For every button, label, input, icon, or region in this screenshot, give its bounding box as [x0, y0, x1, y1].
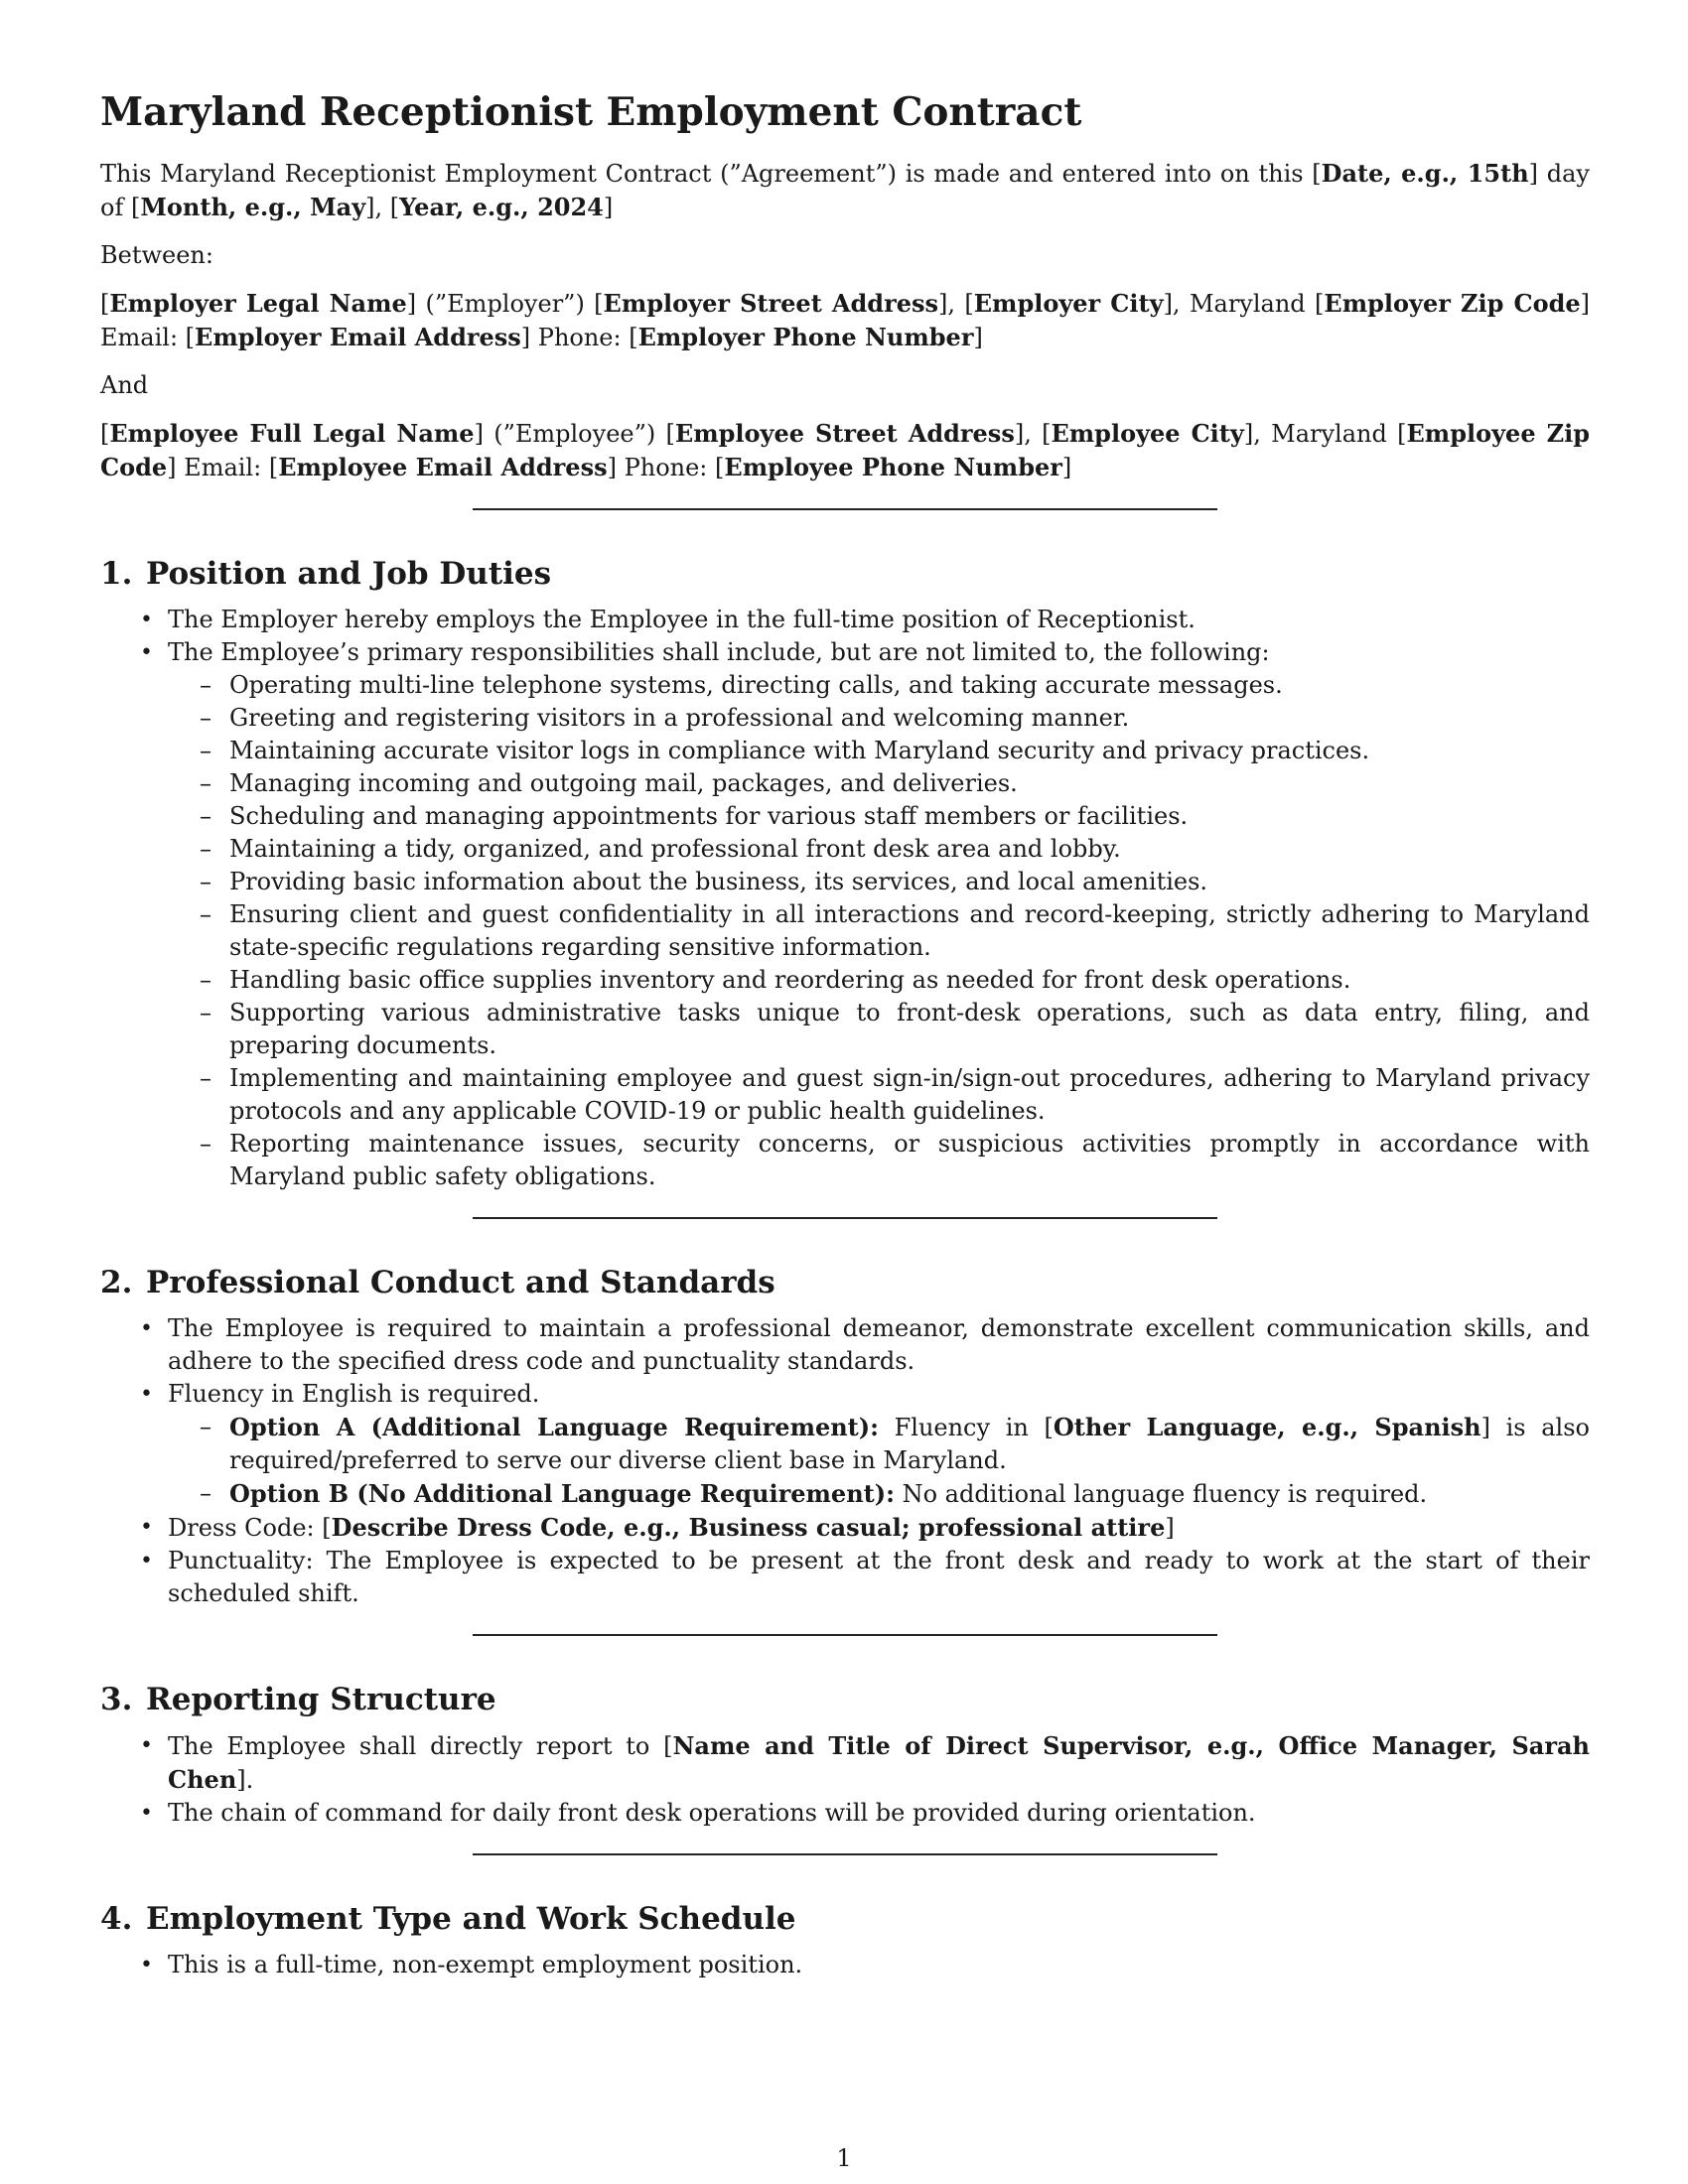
date-placeholder: Date, e.g., 15th [1321, 159, 1529, 188]
employer-city: Employer City [973, 289, 1164, 318]
section-4-heading [100, 1899, 1590, 1939]
bracket: ] [1165, 1514, 1175, 1542]
list-item [100, 1378, 1590, 1511]
duty-item: – Supporting various administrative tasks unique to front-desk operations, such as data entry, filing, and preparing documents. [168, 997, 1590, 1062]
duty-item: – Reporting maintenance issues, security concerns, or suspicious activities promptly in accordance with Maryland public safety obligations. [168, 1128, 1590, 1193]
and-label: And [100, 371, 149, 399]
employee-street: Employee Street Address [674, 419, 1015, 448]
list-item-text: The Employee shall directly report to [ [168, 1732, 673, 1760]
section-4-list [100, 1949, 1590, 1981]
employee-name: Employee Full Legal Name [109, 419, 475, 448]
list-item: • The chain of command for daily front desk operations will be provided during orientation. [100, 1797, 1590, 1830]
employer-name: Employer Legal Name [109, 289, 407, 318]
list-item: • The Employer hereby employs the Employee in the full-time position of Receptionist. [100, 604, 1590, 636]
option-a-label: Option A (Additional Language Requirement): [229, 1413, 879, 1441]
employer-state: Maryland [1189, 290, 1306, 318]
list-item-text: The Employee’s primary responsibilities shall include, but are not limited to, the following: [168, 638, 1270, 666]
option-a-text: ] is also required/preferred to serve our diverse client base in Maryland. [229, 1414, 1590, 1474]
month-placeholder: Month, e.g., May [140, 193, 366, 221]
duty-item: – Operating multi-line telephone systems, directing calls, and taking accurate messages. [168, 669, 1590, 702]
list-item-text: Fluency in English is required. [168, 1380, 540, 1408]
intro-text: ], [ [365, 194, 400, 221]
page-number: 1 [836, 2144, 852, 2172]
horizontal-rule [473, 1634, 1217, 1636]
employee-phone: Employee Phone Number [724, 453, 1062, 481]
dress-code-item [100, 1511, 1590, 1545]
section-3-list [100, 1729, 1590, 1830]
document-content [100, 87, 1590, 1981]
duty-item: – Greeting and registering visitors in a professional and welcoming manner. [168, 702, 1590, 735]
duty-item: – Maintaining a tidy, organized, and professional front desk area and lobby. [168, 833, 1590, 866]
section-1-heading [100, 554, 1590, 594]
option-b-item [168, 1477, 1590, 1511]
employer-street: Employer Street Address [603, 289, 939, 318]
punctuality-item: • Punctuality: The Employee is expected to be present at the front desk and ready to work at the start of their scheduled shift. [100, 1545, 1590, 1610]
section-title: Professional Conduct and Standards [146, 1265, 775, 1300]
intro-paragraph [100, 157, 1590, 224]
intro-text: ] [603, 194, 614, 221]
between-label: Between: [100, 241, 213, 269]
duty-item: – Providing basic information about the business, its services, and local amenities. [168, 866, 1590, 898]
option-a-text: Fluency in [ [878, 1414, 1054, 1441]
section-title: Position and Job Duties [146, 556, 552, 592]
employee-phone-label: Phone: [624, 454, 708, 481]
dress-code-label: Dress Code: [ [168, 1514, 332, 1542]
employer-phone-label: Phone: [537, 324, 622, 351]
employer-phone: Employer Phone Number [637, 323, 974, 351]
bracket: ]. [236, 1766, 254, 1794]
list-item: • The Employee is required to maintain a professional demeanor, demonstrate excellent communication skills, and adhere to the specified dress code and punctuality standards. [100, 1312, 1590, 1378]
section-number: 2. [100, 1265, 133, 1300]
intro-text: ] day of [ [100, 160, 1590, 221]
employee-email: Employee Email Address [278, 453, 608, 481]
section-number: 3. [100, 1682, 133, 1717]
section-number: 4. [100, 1901, 133, 1937]
duty-item: – Scheduling and managing appointments for various staff members or facilities. [168, 800, 1590, 833]
employer-email: Employer Email Address [195, 323, 521, 351]
employer-email-label: Email: [100, 324, 179, 351]
option-a-item [168, 1411, 1590, 1477]
employer-zip: Employer Zip Code [1324, 289, 1581, 318]
year-placeholder: Year, e.g., 2024 [399, 193, 604, 221]
horizontal-rule [473, 1217, 1217, 1219]
section-3-heading [100, 1680, 1590, 1719]
duties-list [168, 669, 1590, 1193]
duty-item: – Maintaining accurate visitor logs in compliance with Maryland security and privacy practices. [168, 735, 1590, 767]
employee-zip: Employee Zip Code [100, 419, 1591, 481]
duty-item: – Ensuring client and guest confidentiality in all interactions and record-keeping, strictly adhering to Maryland state-specific regulations regarding sensitive information. [168, 898, 1590, 964]
section-title: Reporting Structure [146, 1682, 496, 1717]
list-item [100, 1729, 1590, 1797]
option-b-label: Option B (No Additional Language Requirement): [229, 1479, 895, 1508]
employee-city: Employee City [1051, 419, 1244, 448]
employee-role: ”Employee” [502, 420, 646, 448]
duty-item: – Handling basic office supplies inventory and reordering as needed for front desk operations. [168, 964, 1590, 997]
horizontal-rule [473, 508, 1217, 510]
language-options-list [168, 1411, 1590, 1511]
section-number: 1. [100, 556, 133, 592]
document-title: Maryland Receptionist Employment Contract [100, 89, 1082, 135]
employer-block: [Employer Legal Name] (”Employer”) [Employer Street Address], [Employer City], Maryland [Employer Zip Code] Email: [Employer Email Address] Phone: [Employer Phone Number] [100, 289, 1591, 351]
section-1-list [100, 604, 1590, 1193]
horizontal-rule [473, 1853, 1217, 1855]
section-2-heading [100, 1263, 1590, 1302]
employee-state: Maryland [1271, 420, 1387, 448]
dress-code-placeholder: Describe Dress Code, e.g., Business casual; professional attire [331, 1513, 1166, 1542]
list-item: • This is a full-time, non-exempt employment position. [100, 1949, 1590, 1981]
duty-item: – Implementing and maintaining employee and guest sign-in/sign-out procedures, adhering to Maryland privacy protocols and any applicable COVID-19 or public health guidelines. [168, 1062, 1590, 1128]
section-title: Employment Type and Work Schedule [146, 1901, 796, 1937]
employee-email-label: Email: [184, 454, 262, 481]
list-item [100, 636, 1590, 1193]
section-2-list [100, 1312, 1590, 1610]
employer-role: ”Employer” [434, 290, 576, 318]
option-b-text: No additional language fluency is required. [894, 1480, 1428, 1508]
duty-item: – Managing incoming and outgoing mail, packages, and deliveries. [168, 767, 1590, 800]
intro-text: This Maryland Receptionist Employment Contract (”Agreement”) is made and entered into on this [ [100, 160, 1322, 188]
employee-block: [Employee Full Legal Name] (”Employee”) [Employee Street Address], [Employee City], Maryland [Employee Zip Code] Email: [Employee Email Address] Phone: [Employee Phone Number] [100, 419, 1591, 481]
other-language-placeholder: Other Language, e.g., Spanish [1053, 1413, 1481, 1441]
supervisor-placeholder: Name and Title of Direct Supervisor, e.g., Office Manager, Sarah Chen [168, 1731, 1591, 1794]
